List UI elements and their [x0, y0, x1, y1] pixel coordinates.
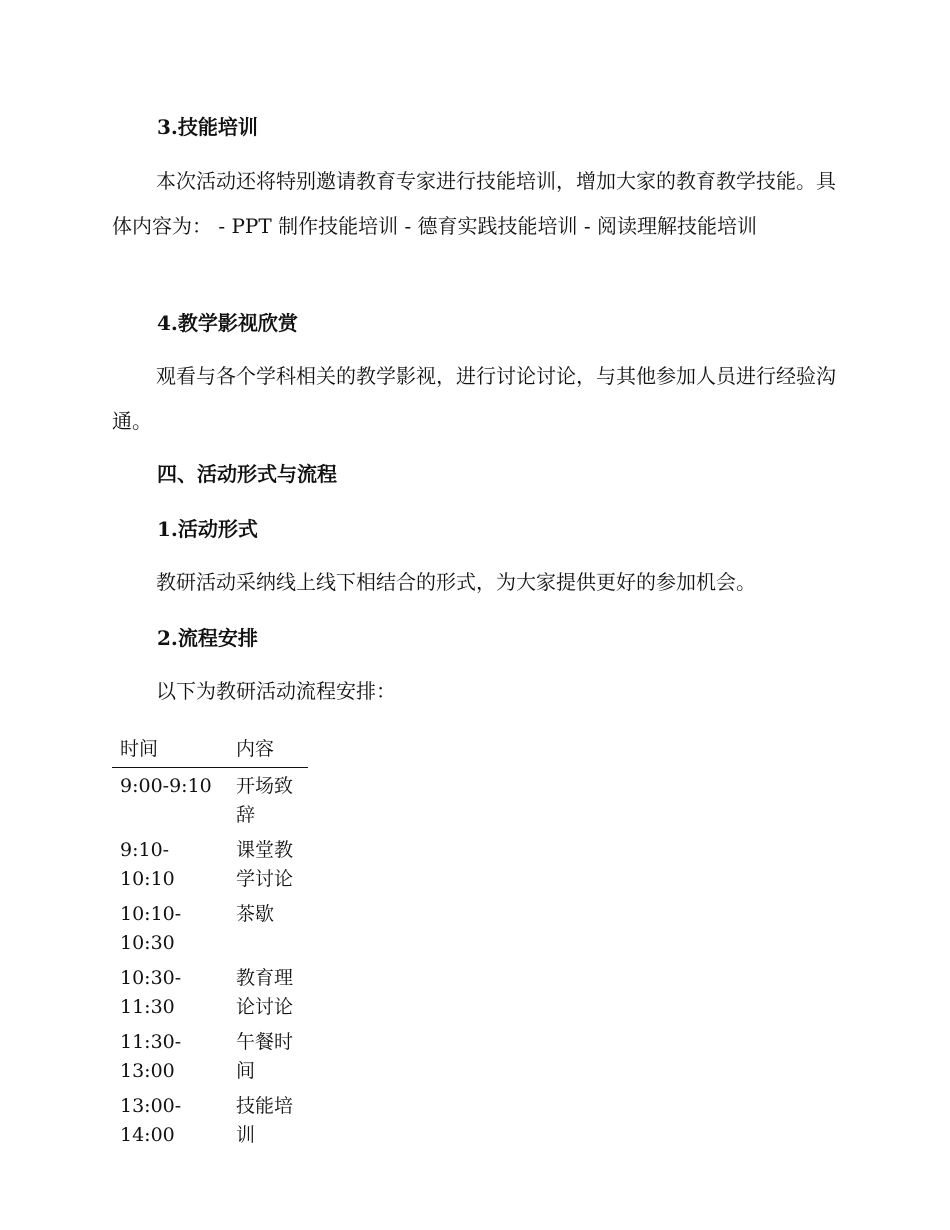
paragraph-schedule-intro: 以下为教研活动流程安排：	[156, 679, 396, 703]
section-heading-format: 1.活动形式	[157, 517, 258, 541]
table-cell-time: 9:00-9:10	[120, 775, 212, 797]
table-cell-time: 9:10-10:10	[120, 839, 175, 890]
table-cell-time: 13:00-14:00	[120, 1095, 182, 1146]
table-cell-content: 教育理论讨论	[236, 967, 294, 1018]
table-cell-content: 午餐时间	[236, 1031, 294, 1082]
section-heading-skill-training: 3.技能培训	[157, 115, 258, 139]
table-row	[112, 1024, 308, 1088]
column-header-time: 时间	[112, 734, 228, 768]
paragraph-skill-training: 本次活动还将特别邀请教育专家进行技能培训，增加大家的教育教学技能。具体内容为： - PPT 制作技能培训 - 德育实践技能培训 - 阅读理解技能培训	[112, 169, 836, 238]
table-header-row	[112, 734, 308, 768]
table-row	[112, 1088, 308, 1152]
table-cell-time: 10:10-10:30	[120, 903, 182, 954]
table-cell-content: 茶歇	[236, 903, 275, 925]
table-row	[112, 832, 308, 896]
column-header-content: 内容	[228, 734, 308, 768]
table-cell-content: 技能培训	[236, 1095, 294, 1146]
table-row	[112, 896, 308, 960]
table-cell-content: 开场致辞	[236, 775, 294, 826]
paragraph-format: 教研活动采纳线上线下相结合的形式，为大家提供更好的参加机会。	[156, 570, 756, 594]
section-heading-format-process: 四、活动形式与流程	[157, 462, 337, 486]
table-cell-content: 课堂教学讨论	[236, 839, 294, 890]
schedule-table	[112, 734, 308, 1152]
section-heading-schedule: 2.流程安排	[157, 626, 258, 650]
paragraph-film: 观看与各个学科相关的教学影视，进行讨论讨论，与其他参加人员进行经验沟通。	[112, 364, 836, 433]
table-row	[112, 768, 308, 833]
table-cell-time: 11:30-13:00	[120, 1031, 182, 1082]
table-cell-time: 10:30-11:30	[120, 967, 182, 1018]
table-row	[112, 960, 308, 1024]
section-heading-film: 4.教学影视欣赏	[157, 311, 298, 335]
